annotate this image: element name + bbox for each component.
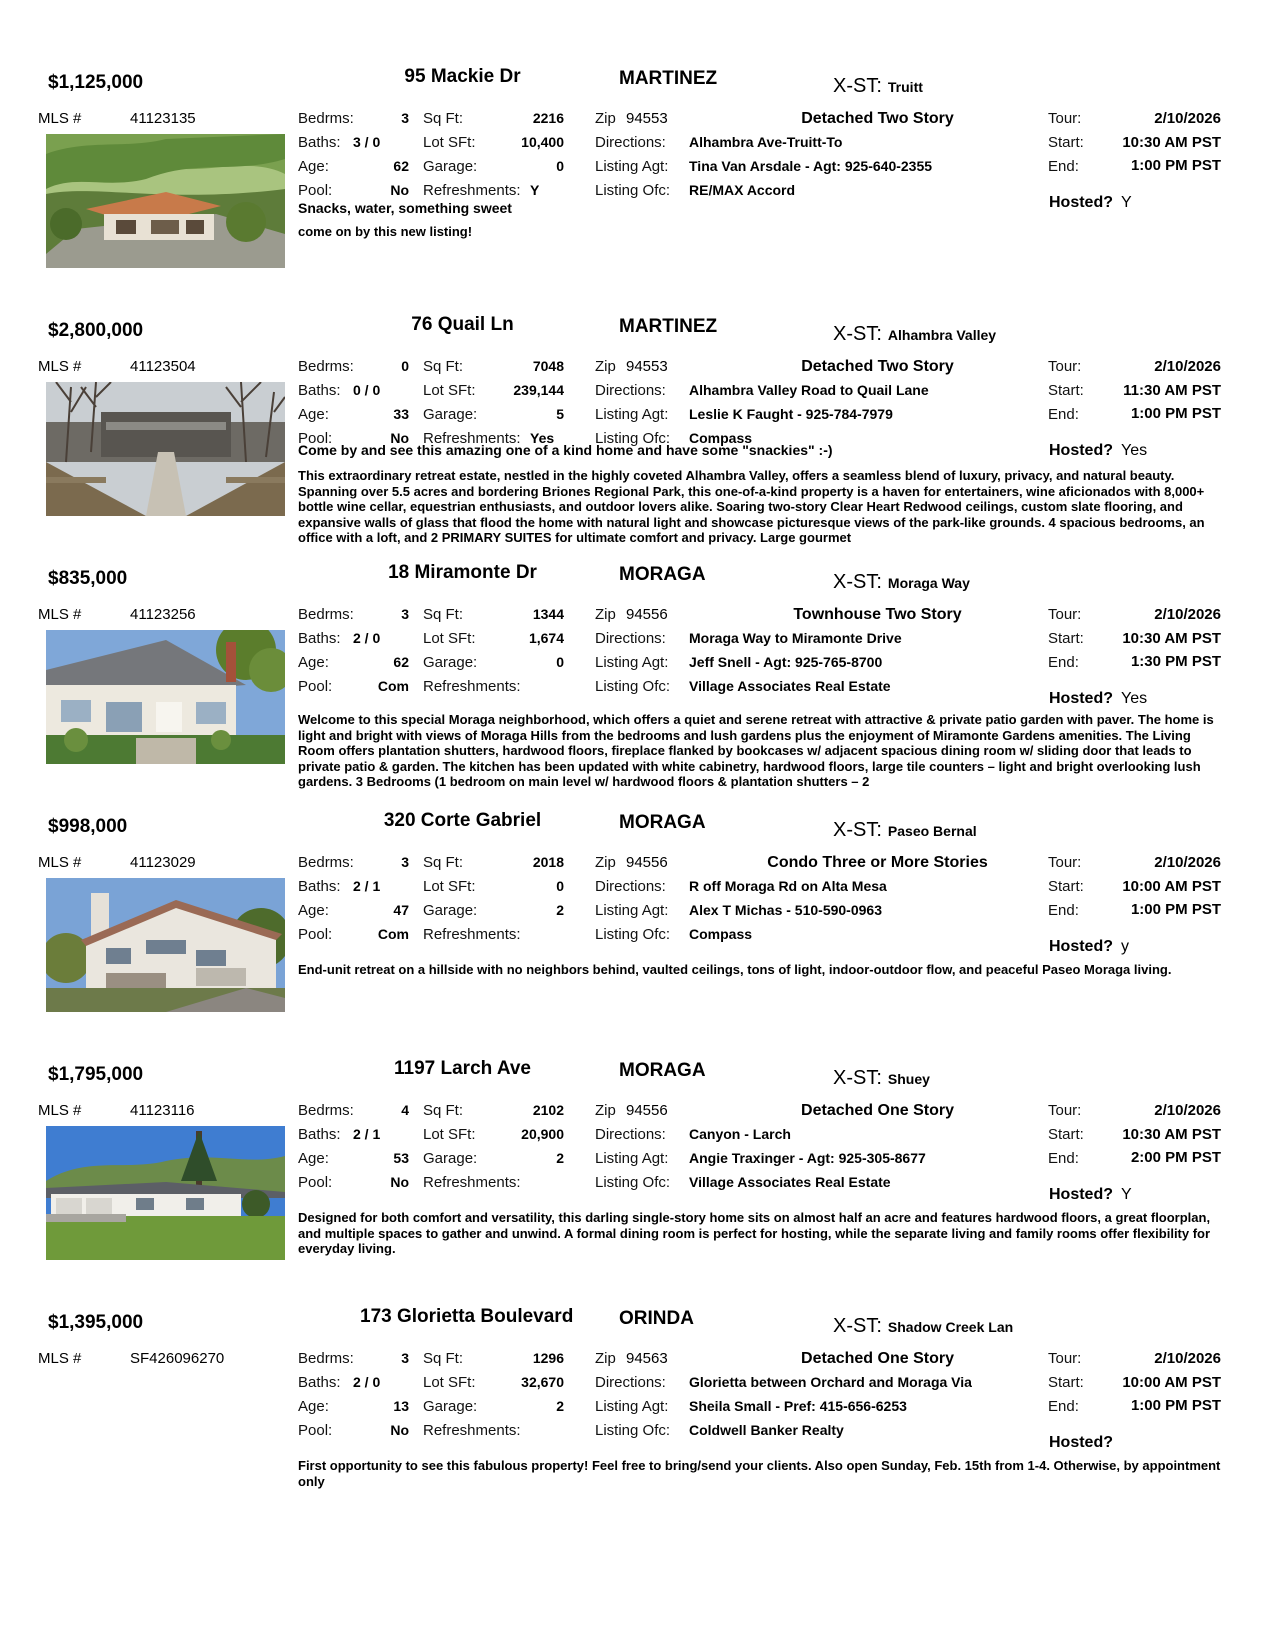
end-label: End: bbox=[1048, 406, 1079, 423]
listing-card bbox=[0, 496, 1275, 789]
baths-value: 2 / 1 bbox=[353, 1126, 381, 1142]
bedrooms-value: 3 bbox=[401, 606, 409, 622]
end-time: 2:00 PM PST bbox=[1130, 1149, 1221, 1166]
zip-value: 94553 bbox=[626, 110, 668, 127]
lot-label: Lot SFt: bbox=[423, 134, 476, 151]
directions-value: Glorietta between Orchard and Moraga Via bbox=[689, 1374, 972, 1390]
listing-city: MARTINEZ bbox=[619, 68, 718, 89]
baths-value: 2 / 1 bbox=[353, 878, 381, 894]
listing-address: 95 Mackie Dr bbox=[404, 66, 521, 87]
mls-number: 41123135 bbox=[130, 110, 196, 127]
remarks: End-unit retreat on a hillside with no neighbors behind, vaulted ceilings, tons of light, indoor-outdoor flow, and peaceful Paseo Moraga living. bbox=[298, 962, 1172, 977]
cross-street-value: Shuey bbox=[887, 1071, 930, 1087]
cross-street-value: Truitt bbox=[887, 79, 923, 95]
tour-label: Tour: bbox=[1048, 1350, 1082, 1367]
refreshments-label: Refreshments: bbox=[423, 430, 521, 447]
baths-value: 2 / 0 bbox=[353, 1374, 381, 1390]
start-time: 10:30 AM PST bbox=[1122, 1126, 1221, 1143]
listing-city: MORAGA bbox=[619, 812, 706, 833]
directions-value: Canyon - Larch bbox=[689, 1126, 791, 1142]
listing-address: 173 Glorietta Boulevard bbox=[360, 1306, 574, 1327]
tour-date: 2/10/2026 bbox=[1154, 358, 1221, 375]
end-label: End: bbox=[1048, 654, 1079, 671]
mls-number: 41123029 bbox=[130, 854, 196, 871]
garage-value: 2 bbox=[556, 902, 564, 918]
tour-date: 2/10/2026 bbox=[1154, 854, 1221, 871]
mls-number: SF426096270 bbox=[130, 1350, 225, 1367]
directions-value: Alhambra Ave-Truitt-To bbox=[689, 134, 843, 150]
listing-agent-value: Tina Van Arsdale - Agt: 925-640-2355 bbox=[689, 158, 933, 174]
lot-label: Lot SFt: bbox=[423, 630, 476, 647]
sqft-value: 1296 bbox=[532, 1350, 564, 1366]
sqft-value: 1344 bbox=[532, 606, 564, 622]
lot-value: 32,670 bbox=[521, 1374, 564, 1390]
age-label: Age: bbox=[298, 406, 329, 423]
listing-office-value: Coldwell Banker Realty bbox=[689, 1422, 844, 1438]
lot-value: 10,400 bbox=[521, 134, 564, 150]
listing-office-value: Village Associates Real Estate bbox=[689, 678, 891, 694]
garage-value: 0 bbox=[556, 654, 564, 670]
garage-value: 2 bbox=[556, 1150, 564, 1166]
age-value: 62 bbox=[393, 654, 409, 670]
listing-agent-value: Angie Traxinger - Agt: 925-305-8677 bbox=[689, 1150, 926, 1166]
tour-date: 2/10/2026 bbox=[1154, 1102, 1221, 1119]
listing-price: $1,395,000 bbox=[48, 1312, 144, 1333]
age-label: Age: bbox=[298, 1150, 329, 1167]
lot-value: 20,900 bbox=[521, 1126, 564, 1142]
bedrooms-label: Bedrms: bbox=[298, 854, 354, 871]
age-value: 47 bbox=[393, 902, 409, 918]
zip-value: 94556 bbox=[626, 1102, 668, 1119]
remarks-highlight: Snacks, water, something sweet bbox=[298, 200, 512, 216]
end-time: 1:00 PM PST bbox=[1130, 157, 1221, 174]
pool-label: Pool: bbox=[298, 926, 333, 943]
zip-value: 94563 bbox=[626, 1350, 668, 1367]
start-label: Start: bbox=[1048, 878, 1084, 895]
sqft-label: Sq Ft: bbox=[423, 358, 464, 375]
bedrooms-value: 0 bbox=[401, 358, 409, 374]
hosted-value: Y bbox=[1121, 194, 1132, 211]
hosted-value: Yes bbox=[1121, 690, 1148, 707]
cross-street-label: X-ST: bbox=[833, 1067, 882, 1089]
pool-value: No bbox=[390, 182, 409, 198]
hosted-label: Hosted? bbox=[1049, 938, 1113, 955]
cross-street-value: Moraga Way bbox=[887, 575, 970, 591]
hosted bbox=[1049, 1186, 1132, 1204]
hosted-label: Hosted? bbox=[1049, 690, 1113, 707]
start-label: Start: bbox=[1048, 134, 1084, 151]
listing-agent-value: Sheila Small - Pref: 415-656-6253 bbox=[689, 1398, 907, 1414]
age-label: Age: bbox=[298, 654, 329, 671]
refreshments-value: Y bbox=[530, 182, 540, 198]
listing-agent-label: Listing Agt: bbox=[595, 406, 669, 423]
bedrooms-value: 3 bbox=[401, 110, 409, 126]
refreshments-label: Refreshments: bbox=[423, 678, 521, 695]
cross-street-label: X-ST: bbox=[833, 571, 882, 593]
hosted bbox=[1049, 690, 1147, 708]
sqft-value: 2216 bbox=[532, 110, 564, 126]
remarks: This extraordinary retreat estate, nestled in the highly coveted Alhambra Valley, offers a seamless blend of luxury, privacy, and natural beauty. Spanning over 5.5 acres and bordering Briones Regional Park, this one-of-a-kind property is a haven for entertainers, wine aficionados with 8,000+ bottle wine cellar, equestrian enthusiasts, and outdoor lovers alike. Soaring two-story Clear Heart Redwood ceilings, custom slate flooring, and expansive walls of glass that flood the home with natural light and showcase picturesque views of the park-like grounds. 4 spacious bedrooms, an office with a loft, and 2 PRIMARY SUITES for ultimate comfort and privacy. Large gourmet bbox=[298, 468, 1205, 545]
lot-value: 239,144 bbox=[513, 382, 564, 398]
lot-value: 1,674 bbox=[528, 630, 564, 646]
listing-price: $1,125,000 bbox=[48, 72, 144, 93]
directions-value: Alhambra Valley Road to Quail Lane bbox=[689, 382, 929, 398]
remarks: Welcome to this special Moraga neighborhood, which offers a quiet and serene retreat with attractive & private patio garden with paver. The home is light and bright with views of Moraga Hills from the bedrooms and lush gardens plus the enjoyment of Miramonte Gardens amenities. The Living Room offers plantation shutters, hardwood floors, fireplace flanked by bookcases w/ adjacent spacious dining room w/ sliding door that leads to private patio & garden. The kitchen has been updated with white cabinetry, hardwood floors, large tile counters – light and bright overlooking lush gardens. 3 Bedrooms (1 bedroom on main level w/ hardwood floors & plantation shutters – 2 bbox=[298, 712, 1214, 789]
listing-address: 320 Corte Gabriel bbox=[383, 810, 542, 831]
zip-value: 94556 bbox=[626, 606, 668, 623]
tour-label: Tour: bbox=[1048, 1102, 1082, 1119]
hosted-value: y bbox=[1121, 938, 1129, 955]
listing-agent-label: Listing Agt: bbox=[595, 1150, 669, 1167]
hosted-label: Hosted? bbox=[1049, 194, 1113, 211]
age-label: Age: bbox=[298, 902, 329, 919]
mls-label: MLS # bbox=[38, 358, 82, 375]
pool-value: No bbox=[390, 430, 409, 446]
bedrooms-label: Bedrms: bbox=[298, 1102, 354, 1119]
end-label: End: bbox=[1048, 158, 1079, 175]
start-time: 10:30 AM PST bbox=[1122, 630, 1221, 647]
listing-city: MARTINEZ bbox=[619, 316, 718, 337]
hosted-label: Hosted? bbox=[1049, 1186, 1113, 1203]
pool-label: Pool: bbox=[298, 430, 333, 447]
start-time: 10:30 AM PST bbox=[1122, 134, 1221, 151]
start-time: 10:00 AM PST bbox=[1122, 1374, 1221, 1391]
listing-office-label: Listing Ofc: bbox=[595, 926, 671, 943]
baths-label: Baths: bbox=[298, 878, 341, 895]
listing-price: $1,795,000 bbox=[48, 1064, 144, 1085]
hosted-label: Hosted? bbox=[1049, 1434, 1113, 1451]
property-type: Townhouse Two Story bbox=[793, 606, 962, 623]
property-type: Detached One Story bbox=[801, 1102, 954, 1119]
refreshments-label: Refreshments: bbox=[423, 182, 521, 199]
listing-address: 18 Miramonte Dr bbox=[388, 562, 537, 583]
garage-label: Garage: bbox=[423, 902, 478, 919]
listing-agent-value: Alex T Michas - 510-590-0963 bbox=[689, 902, 882, 918]
listing-agent-value: Leslie K Faught - 925-784-7979 bbox=[689, 406, 893, 422]
age-value: 33 bbox=[393, 406, 409, 422]
start-label: Start: bbox=[1048, 1126, 1084, 1143]
cross-street bbox=[833, 571, 970, 594]
tour-date: 2/10/2026 bbox=[1154, 110, 1221, 127]
end-time: 1:00 PM PST bbox=[1130, 1397, 1221, 1414]
listing-office-label: Listing Ofc: bbox=[595, 430, 671, 447]
baths-label: Baths: bbox=[298, 134, 341, 151]
age-value: 53 bbox=[393, 1150, 409, 1166]
listing-city: MORAGA bbox=[619, 564, 706, 585]
hosted bbox=[1049, 1434, 1121, 1452]
listing-price: $835,000 bbox=[48, 568, 128, 589]
refreshments-label: Refreshments: bbox=[423, 926, 521, 943]
bedrooms-label: Bedrms: bbox=[298, 606, 354, 623]
mls-number: 41123116 bbox=[130, 1102, 195, 1119]
sqft-label: Sq Ft: bbox=[423, 110, 464, 127]
age-label: Age: bbox=[298, 158, 329, 175]
tour-label: Tour: bbox=[1048, 358, 1082, 375]
remarks: come on by this new listing! bbox=[298, 224, 473, 239]
mls-label: MLS # bbox=[38, 854, 82, 871]
cross-street bbox=[833, 1315, 1013, 1338]
baths-label: Baths: bbox=[298, 382, 341, 399]
baths-value: 2 / 0 bbox=[353, 630, 381, 646]
start-label: Start: bbox=[1048, 1374, 1084, 1391]
directions-value: Moraga Way to Miramonte Drive bbox=[689, 630, 902, 646]
listing-office-label: Listing Ofc: bbox=[595, 1174, 671, 1191]
zip-label: Zip bbox=[595, 110, 616, 127]
mls-number: 41123256 bbox=[130, 606, 196, 623]
bedrooms-label: Bedrms: bbox=[298, 358, 354, 375]
listing-city: MORAGA bbox=[619, 1060, 706, 1081]
listing-card bbox=[0, 992, 1275, 1256]
cross-street-label: X-ST: bbox=[833, 819, 882, 841]
age-value: 13 bbox=[393, 1398, 409, 1414]
hosted-value: Y bbox=[1121, 1186, 1132, 1203]
listing-agent-label: Listing Agt: bbox=[595, 1398, 669, 1415]
remarks: First opportunity to see this fabulous property! Feel free to bring/send your clients. Also open Sunday, Feb. 15th from 1-4. Otherwise, by appointment only bbox=[298, 1458, 1221, 1489]
baths-value: 0 / 0 bbox=[353, 382, 381, 398]
sqft-label: Sq Ft: bbox=[423, 1350, 464, 1367]
start-label: Start: bbox=[1048, 382, 1084, 399]
listing-price: $2,800,000 bbox=[48, 320, 144, 341]
garage-value: 0 bbox=[556, 158, 564, 174]
listing-office-value: Compass bbox=[689, 926, 753, 942]
pool-label: Pool: bbox=[298, 678, 333, 695]
zip-label: Zip bbox=[595, 358, 616, 375]
tour-label: Tour: bbox=[1048, 854, 1082, 871]
sqft-label: Sq Ft: bbox=[423, 854, 464, 871]
cross-street-label: X-ST: bbox=[833, 1315, 882, 1337]
cross-street bbox=[833, 819, 977, 842]
listing-card bbox=[0, 0, 1275, 248]
lot-value: 0 bbox=[556, 878, 564, 894]
cross-street-label: X-ST: bbox=[833, 323, 882, 345]
baths-label: Baths: bbox=[298, 630, 341, 647]
remarks: Designed for both comfort and versatility, this darling single-story home sits on almost half an acre and features hardwood floors, a great floorplan, and multiple spaces to gather and unwind. A formal dining room is perfect for hosting, while the separate living and family rooms offer flexibility for everyday living. bbox=[298, 1210, 1211, 1256]
directions-label: Directions: bbox=[595, 1126, 666, 1143]
pool-value: Com bbox=[377, 926, 409, 942]
age-value: 62 bbox=[393, 158, 409, 174]
directions-label: Directions: bbox=[595, 630, 666, 647]
cross-street bbox=[833, 323, 996, 346]
refreshments-label: Refreshments: bbox=[423, 1422, 521, 1439]
bedrooms-value: 3 bbox=[401, 854, 409, 870]
cross-street-label: X-ST: bbox=[833, 75, 882, 97]
directions-label: Directions: bbox=[595, 878, 666, 895]
remarks-highlight: Come by and see this amazing one of a kind home and have some "snackies" :-) bbox=[298, 443, 833, 458]
listing-agent-label: Listing Agt: bbox=[595, 902, 669, 919]
start-time: 10:00 AM PST bbox=[1122, 878, 1221, 895]
cross-street-value: Alhambra Valley bbox=[887, 327, 997, 343]
listing-price: $998,000 bbox=[48, 816, 128, 837]
pool-label: Pool: bbox=[298, 182, 333, 199]
garage-value: 2 bbox=[556, 1398, 564, 1414]
directions-label: Directions: bbox=[595, 382, 666, 399]
mls-number: 41123504 bbox=[130, 358, 196, 375]
garage-label: Garage: bbox=[423, 1150, 478, 1167]
lot-label: Lot SFt: bbox=[423, 382, 476, 399]
sqft-value: 2102 bbox=[532, 1102, 564, 1118]
cross-street bbox=[833, 75, 923, 98]
listing-address: 1197 Larch Ave bbox=[394, 1058, 531, 1079]
bedrooms-label: Bedrms: bbox=[298, 110, 354, 127]
refreshments-label: Refreshments: bbox=[423, 1174, 521, 1191]
sqft-label: Sq Ft: bbox=[423, 1102, 464, 1119]
listing-city: ORINDA bbox=[619, 1308, 694, 1329]
cross-street bbox=[833, 1067, 930, 1090]
sqft-value: 2018 bbox=[532, 854, 564, 870]
hosted-value: Yes bbox=[1121, 442, 1148, 459]
sqft-label: Sq Ft: bbox=[423, 606, 464, 623]
end-time: 1:00 PM PST bbox=[1130, 901, 1221, 918]
property-type: Detached Two Story bbox=[801, 358, 954, 375]
listing-card bbox=[0, 1240, 1275, 1488]
garage-label: Garage: bbox=[423, 158, 478, 175]
listing-agent-value: Jeff Snell - Agt: 925-765-8700 bbox=[689, 654, 883, 670]
end-time: 1:30 PM PST bbox=[1130, 653, 1221, 670]
mls-label: MLS # bbox=[38, 1350, 82, 1367]
pool-value: Com bbox=[377, 678, 409, 694]
listing-agent-label: Listing Agt: bbox=[595, 654, 669, 671]
directions-label: Directions: bbox=[595, 1374, 666, 1391]
zip-label: Zip bbox=[595, 854, 616, 871]
pool-value: No bbox=[390, 1174, 409, 1190]
bedrooms-value: 3 bbox=[401, 1350, 409, 1366]
lot-label: Lot SFt: bbox=[423, 878, 476, 895]
bedrooms-value: 4 bbox=[401, 1102, 409, 1118]
property-type: Detached Two Story bbox=[801, 110, 954, 127]
listing-office-value: Village Associates Real Estate bbox=[689, 1174, 891, 1190]
tour-label: Tour: bbox=[1048, 606, 1082, 623]
age-label: Age: bbox=[298, 1398, 329, 1415]
listing-office-label: Listing Ofc: bbox=[595, 182, 671, 199]
listing-address: 76 Quail Ln bbox=[411, 314, 514, 335]
garage-label: Garage: bbox=[423, 1398, 478, 1415]
hosted bbox=[1049, 938, 1129, 956]
baths-label: Baths: bbox=[298, 1126, 341, 1143]
mls-label: MLS # bbox=[38, 606, 82, 623]
garage-value: 5 bbox=[556, 406, 564, 422]
hosted bbox=[1049, 442, 1147, 460]
listing-office-label: Listing Ofc: bbox=[595, 678, 671, 695]
cross-street-value: Paseo Bernal bbox=[887, 823, 977, 839]
end-label: End: bbox=[1048, 902, 1079, 919]
sqft-value: 7048 bbox=[532, 358, 564, 374]
mls-label: MLS # bbox=[38, 110, 82, 127]
tour-date: 2/10/2026 bbox=[1154, 1350, 1221, 1367]
directions-label: Directions: bbox=[595, 134, 666, 151]
listing-card bbox=[0, 744, 1275, 992]
listing-agent-label: Listing Agt: bbox=[595, 158, 669, 175]
baths-label: Baths: bbox=[298, 1374, 341, 1391]
mls-label: MLS # bbox=[38, 1102, 82, 1119]
refreshments-value: Yes bbox=[530, 430, 555, 446]
tour-label: Tour: bbox=[1048, 110, 1082, 127]
end-label: End: bbox=[1048, 1150, 1079, 1167]
zip-label: Zip bbox=[595, 1102, 616, 1119]
garage-label: Garage: bbox=[423, 406, 478, 423]
bedrooms-label: Bedrms: bbox=[298, 1350, 354, 1367]
zip-label: Zip bbox=[595, 606, 616, 623]
start-label: Start: bbox=[1048, 630, 1084, 647]
lot-label: Lot SFt: bbox=[423, 1374, 476, 1391]
cross-street-value: Shadow Creek Lan bbox=[887, 1319, 1014, 1335]
end-label: End: bbox=[1048, 1398, 1079, 1415]
listing-office-value: Compass bbox=[689, 430, 753, 446]
directions-value: R off Moraga Rd on Alta Mesa bbox=[689, 878, 887, 894]
zip-label: Zip bbox=[595, 1350, 616, 1367]
hosted-label: Hosted? bbox=[1049, 442, 1113, 459]
listing-office-value: RE/MAX Accord bbox=[689, 182, 796, 198]
zip-value: 94553 bbox=[626, 358, 668, 375]
pool-label: Pool: bbox=[298, 1422, 333, 1439]
lot-label: Lot SFt: bbox=[423, 1126, 476, 1143]
hosted bbox=[1049, 194, 1132, 212]
end-time: 1:00 PM PST bbox=[1130, 405, 1221, 422]
listing-office-label: Listing Ofc: bbox=[595, 1422, 671, 1439]
pool-label: Pool: bbox=[298, 1174, 333, 1191]
tour-date: 2/10/2026 bbox=[1154, 606, 1221, 623]
property-type: Detached One Story bbox=[801, 1350, 954, 1367]
property-type: Condo Three or More Stories bbox=[767, 854, 988, 871]
start-time: 11:30 AM PST bbox=[1123, 382, 1221, 399]
baths-value: 3 / 0 bbox=[353, 134, 381, 150]
pool-value: No bbox=[390, 1422, 409, 1438]
zip-value: 94556 bbox=[626, 854, 668, 871]
listing-card bbox=[0, 248, 1275, 545]
garage-label: Garage: bbox=[423, 654, 478, 671]
